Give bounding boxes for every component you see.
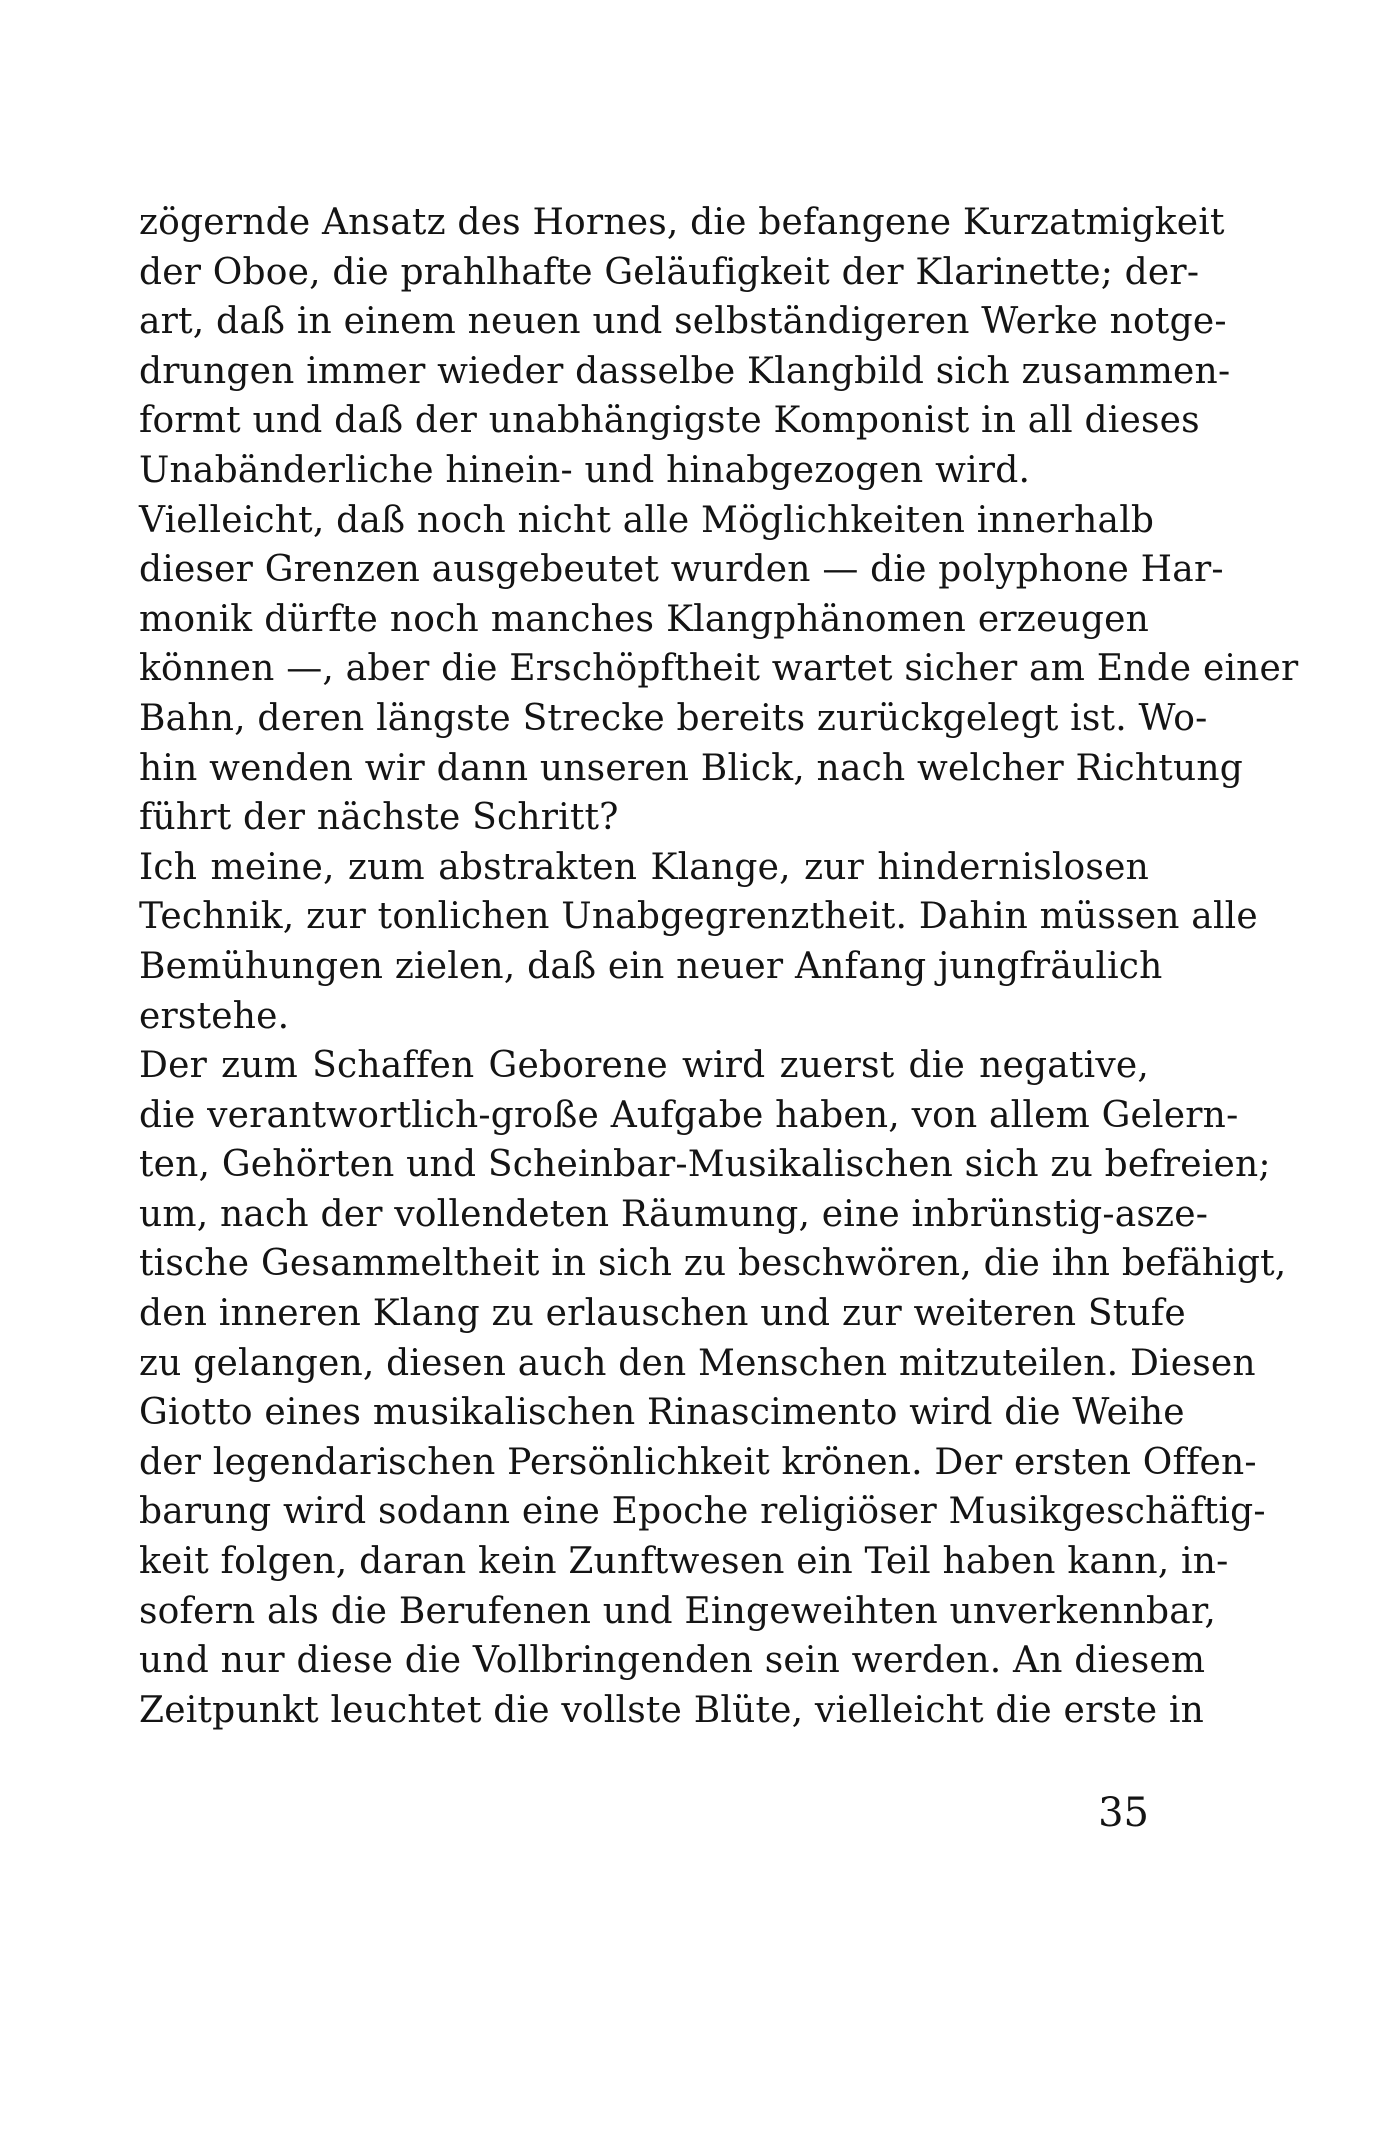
text-line: hin wenden wir dann unseren Blick, nach welcher Richtung bbox=[139, 747, 1243, 789]
text-line: Vielleicht, daß noch nicht alle Möglichkeiten innerhalb bbox=[139, 499, 1155, 541]
text-line: Ich meine, zum abstrakten Klange, zur hindernislosen bbox=[139, 846, 1149, 888]
text-line: dieser Grenzen ausgebeutet wurden — die polyphone Har- bbox=[139, 549, 1224, 591]
text-line: monik dürfte noch manches Klangphänomen erzeugen bbox=[139, 598, 1149, 640]
text-line: Unabänderliche hinein- und hinabgezogen wird. bbox=[139, 449, 1031, 491]
text-line: zögernde Ansatz des Hornes, die befangene Kurzatmigkeit bbox=[139, 202, 1225, 243]
text-line: und nur diese die Vollbringenden sein werden. An diesem bbox=[139, 1640, 1206, 1682]
text-line: führt der nächste Schritt? bbox=[139, 797, 619, 839]
text-line: barung wird sodann eine Epoche religiöser Musikgeschäftig- bbox=[139, 1491, 1266, 1533]
text-line: tische Gesammeltheit in sich zu beschwören, die ihn befähigt, bbox=[139, 1243, 1287, 1285]
body-text bbox=[139, 198, 1299, 1735]
text-line: die verantwortlich-große Aufgabe haben, von allem Gelern- bbox=[139, 1094, 1239, 1136]
text-line: ten, Gehörten und Scheinbar-Musikalischen sich zu befreien; bbox=[139, 1144, 1271, 1186]
text-line: keit folgen, daran kein Zunftwesen ein Teil haben kann, in- bbox=[139, 1541, 1229, 1583]
text-line: Technik, zur tonlichen Unabgegrenztheit. Dahin müssen alle bbox=[139, 896, 1258, 938]
text-line: Bemühungen zielen, daß ein neuer Anfang jungfräulich bbox=[139, 945, 1163, 987]
text-line: drungen immer wieder dasselbe Klangbild sich zusammen- bbox=[139, 350, 1231, 392]
text-line: Zeitpunkt leuchtet die vollste Blüte, vielleicht die erste in bbox=[139, 1689, 1204, 1731]
text-line: formt und daß der unabhängigste Komponist in all dieses bbox=[139, 400, 1200, 442]
text-line: Der zum Schaffen Geborene wird zuerst die negative, bbox=[139, 1045, 1149, 1087]
text-line: erstehe. bbox=[139, 995, 290, 1037]
text-line: der legendarischen Persönlichkeit krönen. Der ersten Offen- bbox=[139, 1441, 1257, 1483]
text-line: Bahn, deren längste Strecke bereits zurückgelegt ist. Wo- bbox=[139, 697, 1208, 739]
page-number: 35 bbox=[1098, 1790, 1149, 1836]
text-line: sofern als die Berufenen und Eingeweihten unverkennbar, bbox=[139, 1590, 1217, 1632]
text-line: der Oboe, die prahlhafte Geläufigkeit der Klarinette; der- bbox=[139, 251, 1200, 293]
text-line: können —, aber die Erschöpftheit wartet sicher am Ende einer bbox=[139, 648, 1299, 690]
text-line: den inneren Klang zu erlauschen und zur weiteren Stufe bbox=[139, 1293, 1186, 1335]
text-line: Giotto eines musikalischen Rinascimento wird die Weihe bbox=[139, 1392, 1185, 1434]
text-line: art, daß in einem neuen und selbständigeren Werke notge- bbox=[139, 301, 1227, 343]
text-line: um, nach der vollendeten Räumung, eine inbrünstig-asze- bbox=[139, 1193, 1209, 1235]
text-line: zu gelangen, diesen auch den Menschen mitzuteilen. Diesen bbox=[139, 1342, 1256, 1384]
